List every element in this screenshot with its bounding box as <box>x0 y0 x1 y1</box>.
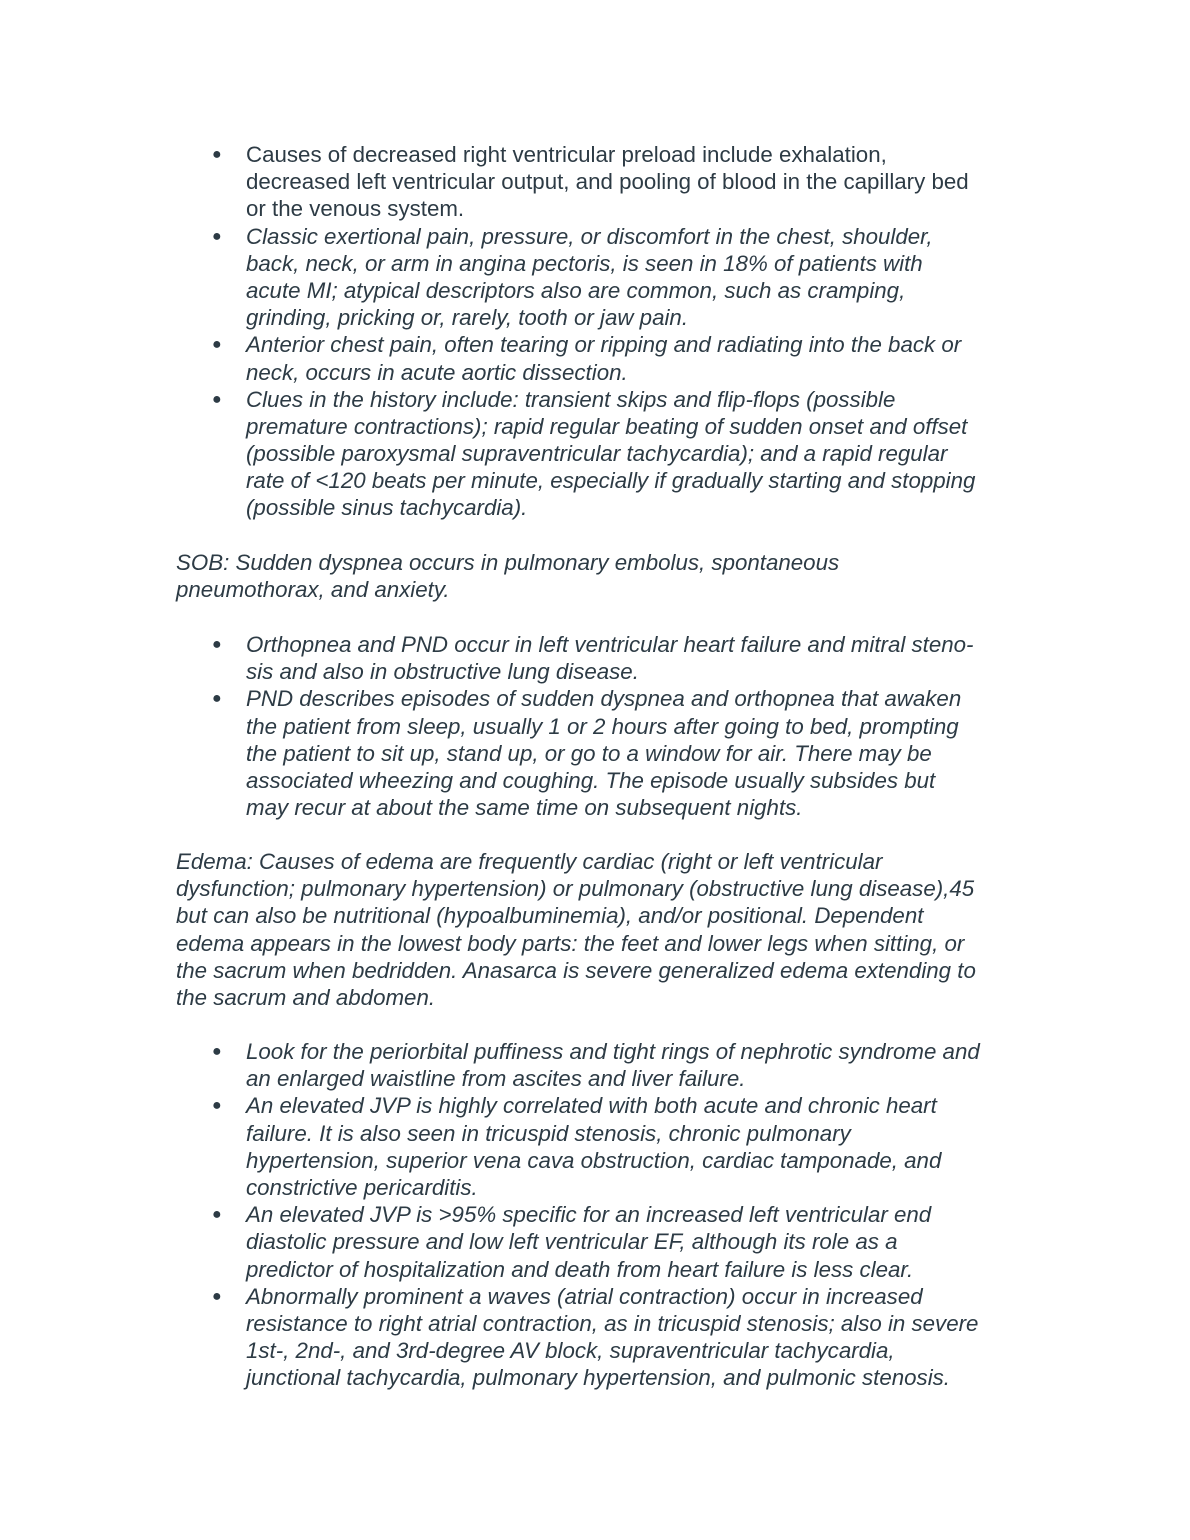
list-item <box>0 1283 1190 1392</box>
text-line: decreased left ventricular output, and pooling of blood in the capillary bed <box>246 169 969 195</box>
text-line: rate of <120 beats per minute, especially if gradually starting and stopping <box>246 468 976 494</box>
text-line: An elevated JVP is >95% specific for an increased left ventricular end <box>246 1202 932 1228</box>
list-item <box>0 331 1190 385</box>
text-line: neck, occurs in acute aortic dissection. <box>246 359 628 385</box>
paragraph <box>0 848 1190 1011</box>
text-line: (possible sinus tachycardia). <box>246 495 528 521</box>
text-line: premature contractions); rapid regular beating of sudden onset and offset <box>246 413 968 439</box>
list-item <box>0 1201 1190 1283</box>
text-line: or the venous system. <box>246 196 465 222</box>
text-line: back, neck, or arm in angina pectoris, is seen in 18% of patients with <box>246 250 923 276</box>
text-line: SOB: Sudden dyspnea occurs in pulmonary embolus, spontaneous <box>176 550 840 575</box>
list-item <box>0 1038 1190 1092</box>
list-item <box>0 223 1190 332</box>
text-line: Causes of decreased right ventricular preload include exhalation, <box>246 142 887 167</box>
text-line: resistance to right atrial contraction, as in tricuspid stenosis; also in severe <box>246 1310 979 1336</box>
text-line: (possible paroxysmal supraventricular tachycardia); and a rapid regular <box>246 441 948 467</box>
text-line: hypertension, superior vena cava obstruction, cardiac tamponade, and <box>246 1147 942 1173</box>
text-line: the sacrum and abdomen. <box>176 984 436 1010</box>
text-line: dysfunction; pulmonary hypertension) or pulmonary (obstructive lung disease),45 <box>176 876 975 902</box>
text-line: PND describes episodes of sudden dyspnea and orthopnea that awaken <box>246 686 962 712</box>
bullet-list <box>0 141 1190 522</box>
text-line: but can also be nutritional (hypoalbuminemia), and/or positional. Dependent <box>176 903 924 929</box>
text-line: pneumothorax, and anxiety. <box>176 577 450 603</box>
text-line: diastolic pressure and low left ventricular EF, although its role as a <box>246 1229 898 1255</box>
text-line: edema appears in the lowest body parts: the feet and lower legs when sitting, or <box>176 930 965 956</box>
text-line: sis and also in obstructive lung disease. <box>246 659 639 685</box>
text-line: associated wheezing and coughing. The episode usually subsides but <box>246 767 936 793</box>
bullet-icon: ● <box>212 1097 222 1115</box>
text-line: Abnormally prominent a waves (atrial contraction) occur in increased <box>246 1283 923 1309</box>
text-line: Anterior chest pain, often tearing or ripping and radiating into the back or <box>246 332 962 358</box>
list-item <box>0 141 1190 223</box>
text-line: acute MI; atypical descriptors also are common, such as cramping, <box>246 277 906 303</box>
bullet-icon: ● <box>212 390 222 408</box>
text-line: 1st-, 2nd-, and 3rd-degree AV block, supraventricular tachycardia, <box>246 1338 895 1364</box>
text-line: may recur at about the same time on subsequent nights. <box>246 795 803 821</box>
text-line: failure. It is also seen in tricuspid stenosis, chronic pulmonary <box>246 1120 851 1146</box>
text-line: Edema: Causes of edema are frequently cardiac (right or left ventricular <box>176 849 883 874</box>
bullet-icon: ● <box>212 1043 222 1060</box>
bullet-icon: ● <box>212 1287 222 1305</box>
paragraph <box>0 549 1190 603</box>
text-line: grinding, pricking or, rarely, tooth or jaw pain. <box>246 305 689 331</box>
list-item <box>0 1092 1190 1201</box>
text-line: An elevated JVP is highly correlated with both acute and chronic heart <box>246 1093 937 1119</box>
text-line: junctional tachycardia, pulmonary hypertension, and pulmonic stenosis. <box>246 1365 950 1391</box>
text-line: Orthopnea and PND occur in left ventricular heart failure and mitral steno- <box>246 632 974 657</box>
text-line: predictor of hospitalization and death from heart failure is less clear. <box>246 1256 914 1282</box>
text-line: Look for the periorbital puffiness and tight rings of nephrotic syndrome and <box>246 1039 980 1064</box>
bullet-icon: ● <box>212 336 222 354</box>
bullet-list <box>0 631 1190 821</box>
text-line: the patient to sit up, stand up, or go to a window for air. There may be <box>246 740 932 766</box>
bullet-list <box>0 1038 1190 1391</box>
bullet-icon: ● <box>212 227 222 245</box>
bullet-icon: ● <box>212 690 222 708</box>
bullet-icon: ● <box>212 146 222 163</box>
text-line: Classic exertional pain, pressure, or discomfort in the chest, shoulder, <box>246 223 933 249</box>
list-item <box>0 386 1190 522</box>
list-item <box>0 631 1190 685</box>
text-line: an enlarged waistline from ascites and liver failure. <box>246 1066 746 1092</box>
text-line: constrictive pericarditis. <box>246 1174 478 1200</box>
text-line: the patient from sleep, usually 1 or 2 hours after going to bed, prompting <box>246 713 959 739</box>
text-line: Clues in the history include: transient skips and flip-flops (possible <box>246 386 896 412</box>
bullet-icon: ● <box>212 636 222 653</box>
bullet-icon: ● <box>212 1206 222 1224</box>
list-item <box>0 685 1190 821</box>
text-line: the sacrum when bedridden. Anasarca is severe generalized edema extending to <box>176 957 976 983</box>
